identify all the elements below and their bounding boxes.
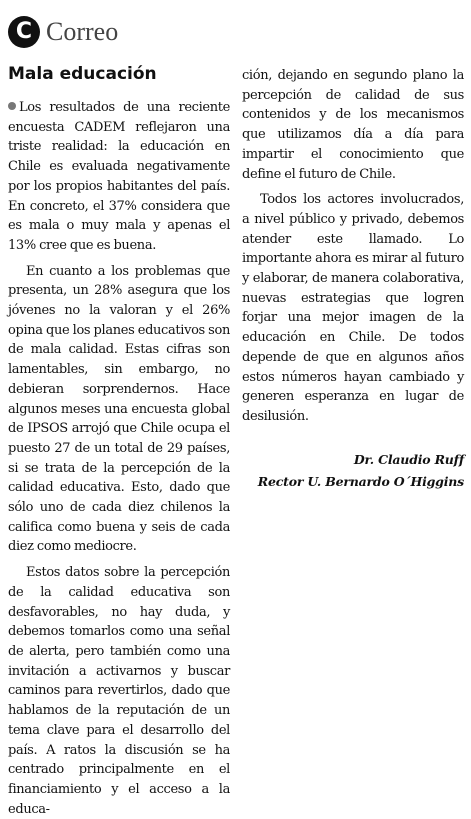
paragraph-3: Estos datos sobre la percepción de la calidad educativa son desfavorables, no hay duda, y debemos tomarlos como una señal de alerta, pero también como una invitación a activarnos y buscar caminos para revertirlos, dado que hablamos de la reputación de un tema clave para el desarrollo del país. A ratos la discusión se ha centrado principalmente en el financiamiento y el acceso a la educa- bbox=[8, 565, 230, 817]
paragraph-2: En cuanto a los problemas que presenta, un 28% asegura que los jóvenes no la valoran y el 26% opina que los planes educativos son de mala calidad. Estas cifras son lamentables, sin embargo, no debieran sorprendernos. Hace algunos meses una encuesta global de IPSOS arrojó que Chile ocupa el puesto 27 de un total de 29 países, si se trata de la percepción de la calidad educativa. Esto, dado que sólo uno de cada diez chilenos la califica como buena y seis de cada diez como mediocre. bbox=[8, 263, 230, 555]
article-column-right bbox=[242, 66, 464, 493]
signature-block bbox=[242, 449, 464, 493]
bullet-icon bbox=[8, 102, 16, 110]
section-letter-badge: C bbox=[8, 16, 40, 48]
paragraph-1-text: Los resultados de una reciente encuesta CADEM reflejaron una triste realidad: la educación en Chile es evaluada negativamente por los propios habitantes del país. En concreto, el 37% considera que es mala o muy mala y apenas el 13% cree que es buena. bbox=[8, 100, 230, 253]
paragraph-4: ción, dejando en segundo plano la percepción de calidad de sus contenidos y de los mecanismos que utilizamos día a día para impartir el conocimiento que define el futuro de Chile. bbox=[242, 68, 464, 182]
signature-title: Rector U. Bernardo O´Higgins bbox=[257, 473, 464, 489]
section-masthead bbox=[8, 14, 118, 50]
signature-name: Dr. Claudio Ruff bbox=[353, 451, 464, 467]
article-column-left bbox=[8, 98, 230, 819]
paragraph-1 bbox=[8, 98, 230, 256]
paragraph-5: Todos los actores involucrados, a nivel público y privado, debemos atender este llamado. Lo importante ahora es mirar al futuro y elaborar, de manera colaborativa, nuevas estrategias que logren forjar una mejor imagen de la educación en Chile. De todos depende de que en algunos años estos números hayan cambiado y generen esperanza en lugar de desilusión. bbox=[242, 192, 464, 424]
letter-headline: Mala educación bbox=[8, 64, 157, 84]
section-name: Correo bbox=[46, 17, 119, 46]
